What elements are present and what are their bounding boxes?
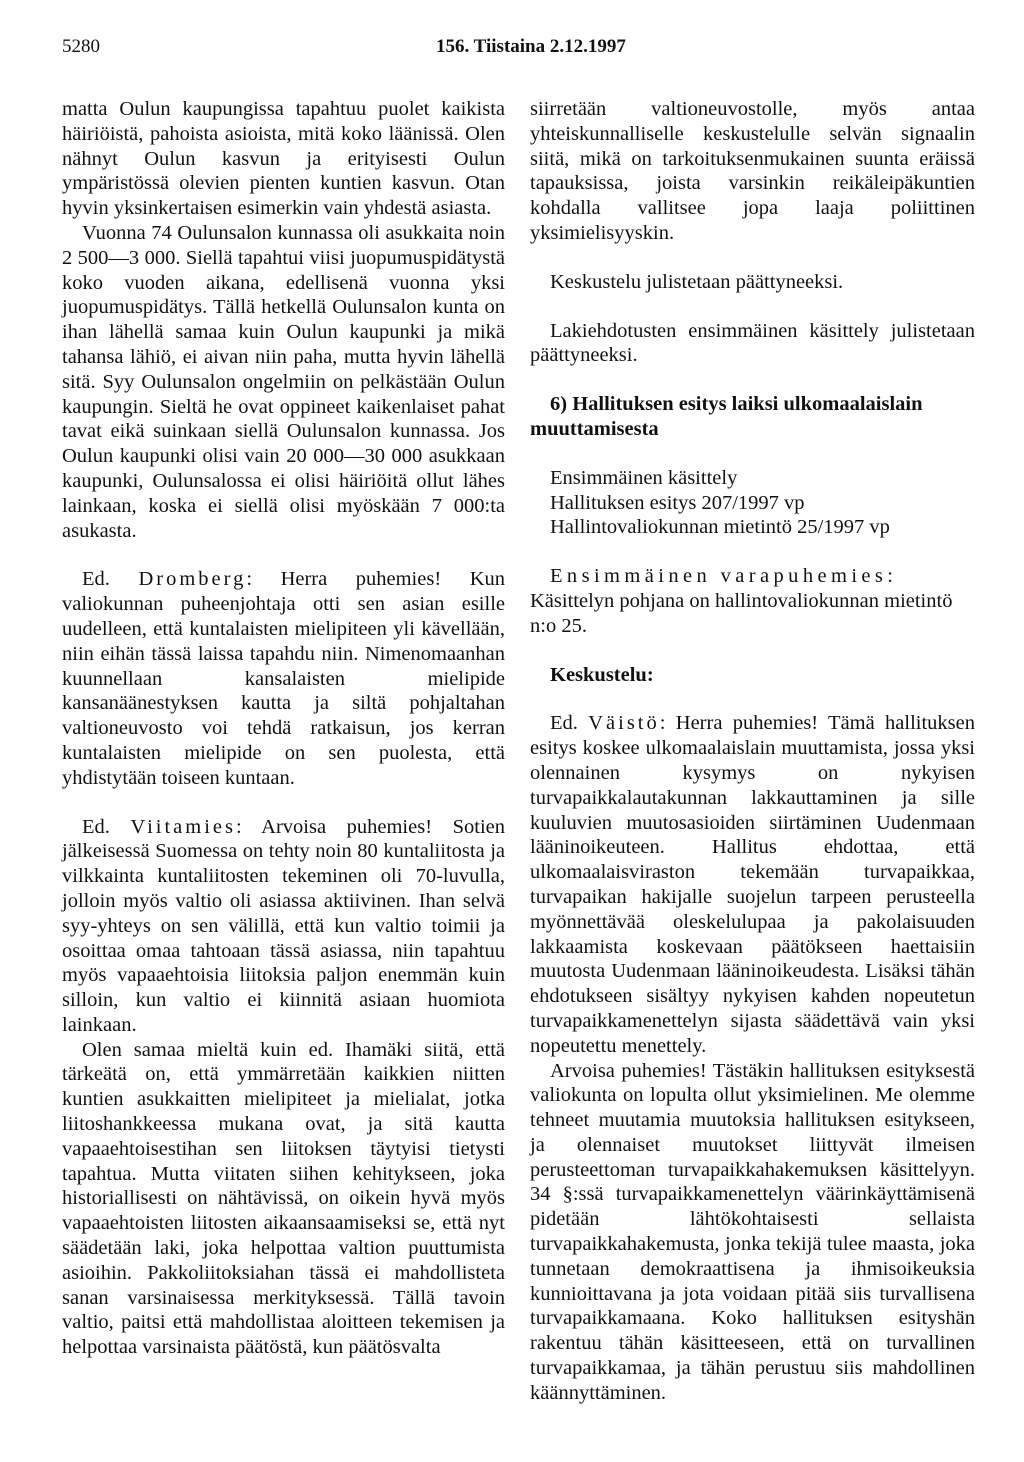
chair-title: Ensimmäinen varapuhemies:: [550, 565, 898, 588]
report-reference: Hallintovaliokunnan mietintö 25/1997 vp: [550, 516, 890, 539]
speech-vaisto: [530, 711, 975, 1058]
speech-text: : Herra puhemies! Kun valiokunnan puheenjohtaja otti sen asian esille uudelleen, että kuntalaisten mielipiteen yli kävellään, niin eihän tässä laissa tapahdu niin. Nimenomaanhan kuunnellaan kansalaisten mielipide kansanäänestyksen kautta ja siltä pohjaltahan valtioneuvosto voi tehdä ratkaisun, jos kerran kuntalaisten mielipide on sen puolesta, että yhdistytään toiseen kuntaan.: [62, 568, 505, 789]
page-number: 5280: [62, 36, 100, 57]
paragraph: Olen samaa mieltä kuin ed. Ihamäki siitä, että tärkeätä on, että ymmärretään kaikkien niitten kuntien asukkaitten mielipiteet ja mielialat, jotka liitoshankkeessa mukana ovat, ja sitä kautta vapaaehtoisestihan sen liitoksen täytyisi tietysti tapahtua. Mutta viitaten siihen kehitykseen, joka historiallisesti on nähtävissä, on oikein hyvä myös vapaaehtoisten liitosten aikaansaamiseksi se, että nyt säädetään laki, joka helpottaa valtion puuttumista asioihin. Pakkoliitoksiahan tässä ei mahdollisteta sanan varsinaisessa merkityksessä. Tällä tavoin valtio, paitsi että mahdollistaa aloitteen tekemisen ja helpottaa varsinaista päätöstä, kun päätösvalta: [62, 1038, 505, 1359]
paragraph: siirretään valtioneuvostolle, myös antaa yhteiskunnalliselle keskustelulle selvän signaalin siitä, mikä on tarkoituksenmukainen suunta eräissä tapauksissa, joista varsinkin reikäleipäkuntien kohdalla vallitsee jopa laaja poliittinen yksimielisyyskin.: [530, 98, 975, 244]
closing-statement: Keskustelu julistetaan päättyneeksi.: [550, 270, 844, 293]
paragraph: Arvoisa puhemies! Tästäkin hallituksen esityksestä valiokunta on lopulta ollut yksimielinen. Me olemme tehneet muutamia muutoksia hallituksen esitykseen, ja olennaiset muutokset liittyvät ilmeisen perusteettoman turvapaikkahakemuksen käsittelyyn. 34 §:ssä turvapaikkamenettelyn väärinkäyttämisenä pidetään lähtökohtaisesti sellaista turvapaikkahakemusta, jonka tekijä tulee maasta, joka tunnetaan demokraattisena ja ihmisoikeuksia kunnioittavana ja jota voidaan pitää siis turvallisena turvapaikkamaana. Koko hallituksen esityshän rakentuu tähän käsitteeseen, että on turvallinen turvapaikkamaa, ja tähän perustuu siis mahdollinen käännyttäminen.: [530, 1059, 975, 1404]
speaker-prefix: Ed.: [82, 568, 110, 591]
speech-viitamies: [62, 815, 505, 1038]
page-header: [0, 36, 1024, 66]
discussion-label: Keskustelu:: [550, 663, 654, 686]
speaker-prefix: Ed.: [82, 815, 110, 838]
chair-text: Käsittelyn pohjana on hallintovaliokunnan mietintö n:o 25.: [530, 589, 953, 637]
speech-dromberg: [62, 567, 505, 790]
closing-statement: Lakiehdotusten ensimmäinen käsittely julistetaan päättyneeksi.: [530, 319, 975, 367]
issue-date: 156. Tiistaina 2.12.1997: [436, 36, 626, 57]
bill-reference: Hallituksen esitys 207/1997 vp: [550, 491, 805, 514]
left-column: [62, 97, 505, 1360]
section-title: 6) Hallituksen esitys laiksi ulkomaalaislain muuttamisesta: [530, 393, 923, 440]
speaker-name: Viitamies: [130, 815, 236, 838]
speech-text: : Herra puhemies! Tämä hallituksen esitys koskee ulkomaalaislain muuttamista, jossa yksi olennainen kysymys on nykyisen turvapaikkalautakunnan lakkauttaminen ja sille kuuluvien muutosasioiden siirtäminen Uudenmaan lääninoikeuteen. Hallitus ehdottaa, että ulkomaalaisviraston tekemään turvapaikkaa, turvapaikan hakijalle suojelun tarpeen perusteella myönnettävää oleskelulupaa ja pakolaisuuden lakkaamista koskevaan päätökseen haettaisiin muutosta Uudenmaan lääninoikeudesta. Lisäksi tähän ehdotukseen sisältyy nykyisen kahden nopeutetun turvapaikkamenettelyn sijasta säädettävä vain yksi nopeutettu menettely.: [530, 712, 975, 1057]
paragraph: matta Oulun kaupungissa tapahtuu puolet kaikista häiriöistä, pahoista asioista, mitä koko läänissä. Olen nähnyt Oulun kasvun ja erityisesti Oulun ympäristössä olevien pienten kuntien kasvun. Otan hyvin yksinkertaisen esimerkin vain yhdestä asiasta.: [62, 98, 505, 220]
speaker-prefix: Ed.: [550, 712, 578, 735]
speech-text: : Arvoisa puhemies! Sotien jälkeisessä Suomessa on tehty noin 80 kuntaliitosta ja vilkkainta kuntaliitosten tekeminen oli 70-luvulla, jolloin myös valtio oli asiassa aktiivinen. Ihan selvä syy-yhteys on sen välillä, että kun valtio toimii ja osoittaa omaa tahtoaan tässä asiassa, niin tapahtuu myös vapaaehtoisia liitoksia paljon enemmän kuin silloin, kun valtio ei kiinnitä asiaan huomiota lainkaan.: [62, 815, 505, 1036]
speaker-name: Väistö: [588, 712, 660, 735]
reading-label: Ensimmäinen käsittely: [550, 466, 738, 489]
speaker-name: Dromberg: [138, 568, 247, 591]
chair-speech: [530, 564, 975, 638]
paragraph: Vuonna 74 Oulunsalon kunnassa oli asukkaita noin 2 500—3 000. Siellä tapahtui viisi juopumuspidätystä koko vuoden aikana, edellisenä vuonna yksi juopumuspidätys. Tällä hetkellä Oulunsalon kunta on ihan lähellä samaa kuin Oulun kaupunki ja mikä tahansa lähiö, ei aivan niin paha, mutta hyvin lähellä sitä. Syy Oulunsalon ongelmiin on pelkästään Oulun kaupungin. Sieltä he ovat oppineet kaikenlaiset pahat tavat eikä suinkaan siellä Oulunsalon kunnassa. Jos Oulun kaupunki olisi vain 20 000—30 000 asukkaan kaupunki, Oulunsalossa ei olisi häiriöitä ollut lähes lainkaan, koska ei siellä olisi myöskään 7 000:ta asukasta.: [62, 221, 505, 542]
right-column: [530, 97, 975, 1406]
